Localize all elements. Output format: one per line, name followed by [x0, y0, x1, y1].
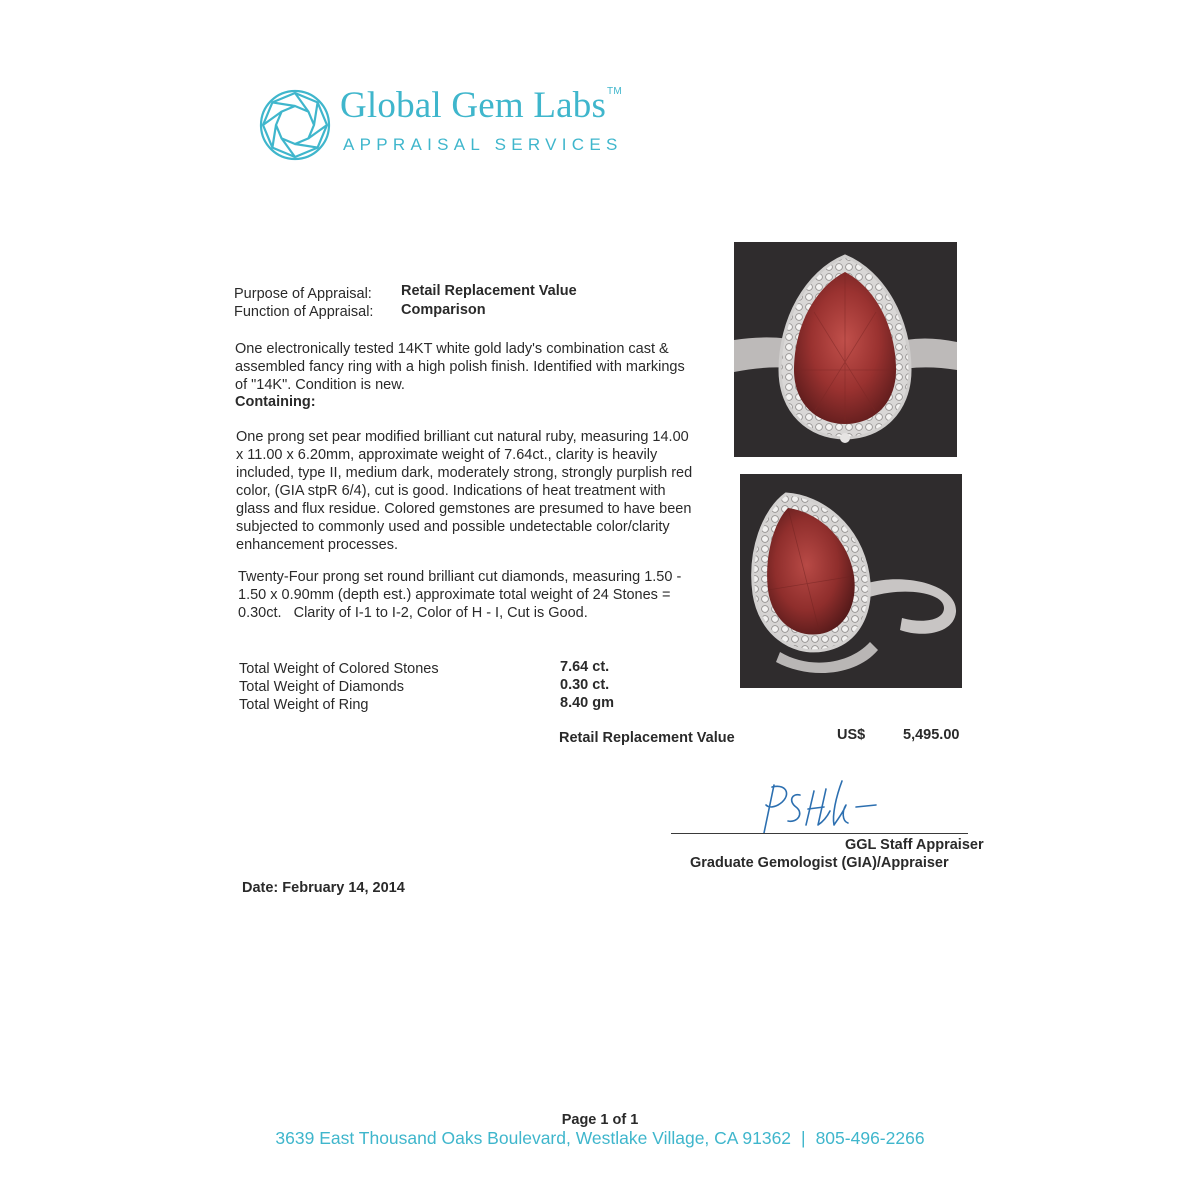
ring-photo-top-view [734, 242, 957, 457]
purpose-value: Retail Replacement Value [401, 283, 577, 299]
gem-logo-icon [258, 88, 332, 162]
trademark-mark: TM [607, 86, 622, 97]
total-label: Total Weight of Ring [239, 697, 369, 713]
appraiser-signature [752, 775, 892, 837]
ruby-line: One prong set pear modified brilliant cut natural ruby, measuring 14.00 [236, 429, 689, 445]
replacement-currency: US$ [837, 727, 866, 743]
ruby-line: color, (GIA stpR 6/4), cut is good. Indications of heat treatment with [236, 483, 666, 499]
brand-name-text: Global Gem Labs [340, 85, 607, 126]
ring-photo-angled-view [740, 474, 962, 688]
page-number: Page 1 of 1 [561, 1112, 639, 1128]
containing-heading: Containing: [235, 394, 316, 410]
appraiser-credential: Graduate Gemologist (GIA)/Appraiser [690, 855, 949, 871]
diamond-line: 1.50 x 0.90mm (depth est.) approximate total weight of 24 Stones = [238, 587, 671, 603]
footer-separator: | [801, 1128, 806, 1148]
ruby-line: x 11.00 x 6.20mm, approximate weight of 7.64ct., clarity is heavily [236, 447, 658, 463]
ruby-line: enhancement processes. [236, 537, 399, 553]
ruby-line: included, type II, medium dark, moderately strong, strongly purplish red [236, 465, 693, 481]
appraisal-date: Date: February 14, 2014 [242, 880, 405, 896]
function-value: Comparison [401, 302, 486, 318]
appraiser-title: GGL Staff Appraiser [845, 837, 984, 853]
replacement-value-label: Retail Replacement Value [559, 730, 735, 746]
purpose-label: Purpose of Appraisal: [234, 286, 372, 302]
signature-line [671, 833, 968, 834]
total-row [239, 695, 659, 713]
total-value: 8.40 gm [560, 695, 614, 711]
diamond-description [238, 568, 728, 622]
brand-subtitle: APPRAISAL SERVICES [343, 135, 623, 154]
function-label: Function of Appraisal: [234, 304, 374, 320]
description-line: of "14K". Condition is new. [235, 377, 405, 393]
diamond-line: 0.30ct. Clarity of I-1 to I-2, Color of H - I, Cut is Good. [238, 605, 588, 621]
brand-name [340, 84, 622, 127]
ruby-line: glass and flux residue. Colored gemstones are presumed to have been [236, 501, 692, 517]
ring-top-view-illustration [734, 242, 957, 457]
footer-contact [0, 1128, 1200, 1149]
ruby-description [236, 428, 736, 554]
replacement-amount: 5,495.00 [903, 727, 960, 743]
ruby-line: subjected to commonly used and possible undetectable color/clarity [236, 519, 670, 535]
description-line: One electronically tested 14KT white gold lady's combination cast & [235, 341, 669, 357]
total-value: 7.64 ct. [560, 659, 610, 675]
ring-angled-view-illustration [740, 474, 962, 688]
total-row [239, 677, 659, 695]
footer-address: 3639 East Thousand Oaks Boulevard, Westlake Village, CA 91362 [275, 1128, 792, 1148]
total-value: 0.30 ct. [560, 677, 610, 693]
diamond-line: Twenty-Four prong set round brilliant cut diamonds, measuring 1.50 - [238, 569, 682, 585]
total-row [239, 659, 659, 677]
item-description [235, 340, 725, 394]
footer-phone: 805-496-2266 [815, 1128, 925, 1148]
totals-table [239, 659, 659, 713]
total-label: Total Weight of Diamonds [239, 679, 404, 695]
total-label: Total Weight of Colored Stones [239, 661, 439, 677]
description-line: assembled fancy ring with a high polish finish. Identified with markings [235, 359, 685, 375]
